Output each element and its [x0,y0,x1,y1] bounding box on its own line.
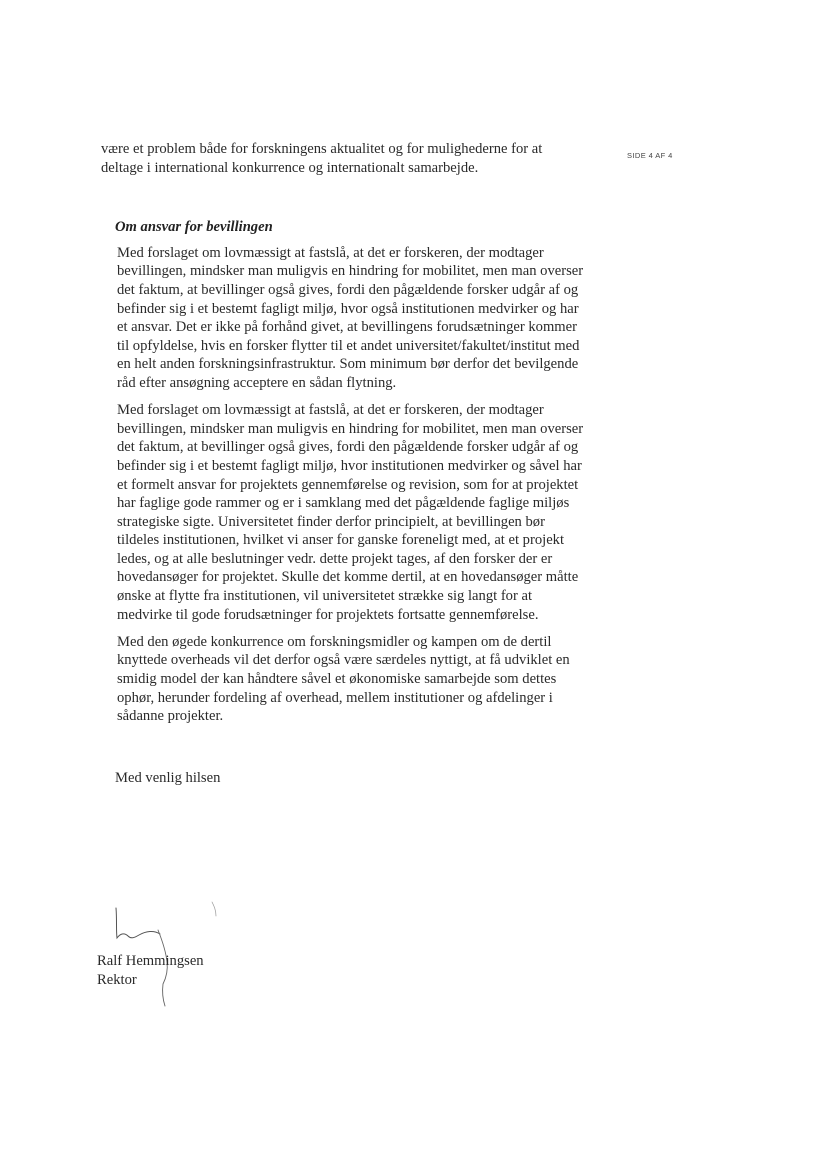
signer-title: Rektor [97,971,137,988]
letter-body [101,140,587,787]
section-content [117,244,587,726]
paragraph-2: Med forslaget om lovmæssigt at fastslå, at det er forskeren, der modtager bevillingen, mindsker man muligvis en hindring for mobilitet, men man overser det faktum, at bevillinger også gives, fordi den pågældende forsker udgår af og befinder sig i et bestemt fagligt miljø, hvor institutionen medvirker og såvel har et formelt ansvar for projektets gennemførelse og revision, som for at projektet har faglige gode rammer og er i samklang med det pågældende faglige miljøs strategiske sigte. Universitetet finder derfor principielt, at bevillingen bør tildeles institutionen, hvilket vi anser for ganske foreneligt med, at et projekt ledes, og at alle beslutninger vedr. dette projekt tages, af den forsker der er hovedansøger for projektet. Skulle det komme dertil, at en hovedansøger måtte ønske at flytte fra institutionen, vil universitetet strække sig langt for at medvirke til gode forudsætninger for projektets fortsatte gennemførelse. [117,402,584,623]
paragraph-3: Med den øgede konkurrence om forskningsmidler og kampen om de dertil knyttede overheads vil det derfor også være særdeles nyttigt, at få udviklet en smidig model der kan håndtere såvel et økonomiske samarbejde som dettes ophør, herunder fordeling af overhead, mellem institutioner og afdelinger i sådanne projekter. [117,633,570,725]
signer-name: Ralf Hemmingsen [97,953,204,969]
section-heading: Om ansvar for bevillingen [115,219,273,236]
paragraph-1: Med forslaget om lovmæssigt at fastslå, at det er forskeren, der modtager bevillingen, mindsker man muligvis en hindring for mobilitet, men man overser det faktum, at bevillinger også gives, fordi den pågældende forsker udgår af og befinder sig i et bestemt fagligt miljø, hvor også institutionen medvirker og har et ansvar. Det er ikke på forhånd givet, at bevillingens forudsætninger kommer til opfyldelse, hvis en forsker flytter til et andet universitet/fakultet/institut med en helt anden forskningsinfrastruktur. Som minimum bør derfor det bevilgende råd efter ansøgning acceptere en sådan flytning. [117,244,584,391]
intro-paragraph [101,140,587,177]
page-number: SIDE 4 AF 4 [627,151,673,160]
intro-line-2: deltage i international konkurrence og internationalt samarbejde. [101,159,479,176]
intro-line-1: være et problem både for forskningens aktualitet og for mulighederne for at [101,141,543,157]
signer-block [97,952,204,989]
closing-greeting: Med venlig hilsen [115,769,221,786]
